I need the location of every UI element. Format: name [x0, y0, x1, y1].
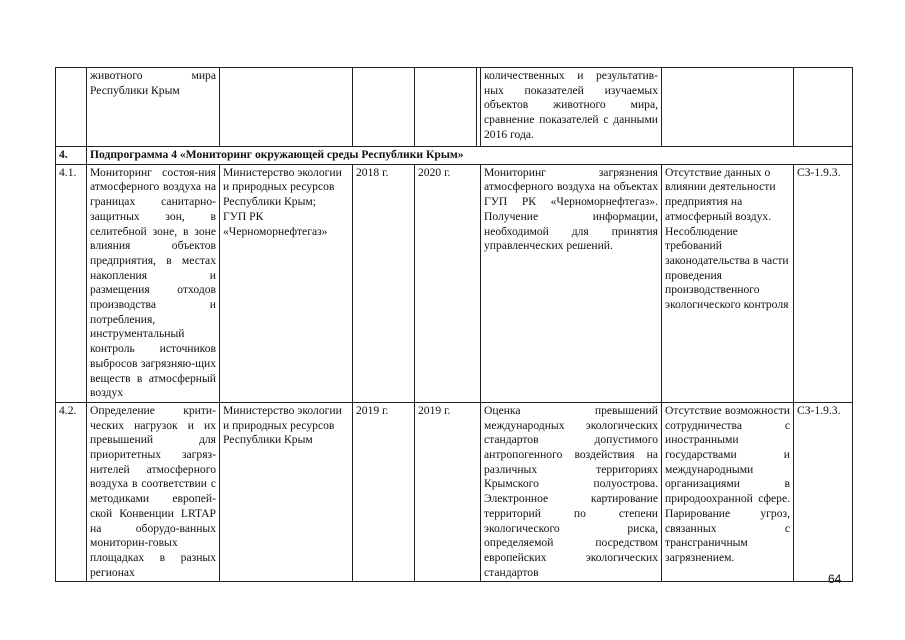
section-title: Подпрограмма 4 «Мониторинг окружающей среды Республики Крым»	[87, 147, 853, 165]
cell-executor	[220, 68, 353, 147]
row-start-year: 2019 г.	[353, 402, 415, 581]
section-number: 4.	[56, 147, 87, 165]
row-number: 4.2.	[56, 402, 87, 581]
section-header-row	[56, 147, 853, 165]
row-number: 4.1.	[56, 164, 87, 402]
row-activity: Определение крити-ческих нагрузок и их превышений для приоритетных загряз-нителей атмосферного воздуха в соответствии с методиками европей-ской Конвенции LRTAP на оборудо-ванных мониторин-говых площадках в разных регионах	[87, 402, 220, 581]
row-executor: Министерство экологии и природных ресурсов Республики Крым	[220, 402, 353, 581]
continuation-row	[56, 68, 853, 147]
cell-end	[415, 68, 477, 147]
cell-start	[353, 68, 415, 147]
row-end-year: 2019 г.	[415, 402, 481, 581]
row-code: СЗ-1.9.3.	[794, 164, 853, 402]
row-code: СЗ-1.9.3.	[794, 402, 853, 581]
row-result: Мониторинг загрязнения атмосферного воздуха на объектах ГУП РК «Черноморнефтегаз». Получение информации, необходимой для принятия управленческих решений.	[481, 164, 662, 402]
cell-number	[56, 68, 87, 147]
row-result: Оценка превышений международных экологических стандартов допустимого антропогенного воздействия на различных территориях Крымского полуострова. Электронное картирование территорий по степени экологического риска, определяемой посредством европейских экологических стандартов	[481, 402, 662, 581]
cell-consequences	[662, 68, 794, 147]
row-activity: Мониторинг состоя-ния атмосферного воздуха на границах санитарно-защитных зон, в селитебной зоне, в зоне влияния объектов предприятия, в местах накопления и размещения отходов производства и потребления, инструментальный контроль источников выбросов загрязняю-щих веществ в атмосферный воздух	[87, 164, 220, 402]
table-row	[56, 164, 853, 402]
cell-result: количественных и результатив-ных показателей изучаемых объектов животного мира, сравнение показателей с данными 2016 года.	[481, 68, 662, 147]
table-row	[56, 402, 853, 581]
row-consequences: Отсутствие данных о влиянии деятельности предприятия на атмосферный воздух. Несоблюдение требований законодательства в части проведения производственного экологического контроля	[662, 164, 794, 402]
page-number: 64	[828, 572, 842, 586]
row-consequences: Отсутствие возможности сотрудничества с иностранными государствами и международными организациями в природоохранной сфере. Парирование угроз, связанных с трансграничным загрязнением.	[662, 402, 794, 581]
cell-code	[794, 68, 853, 147]
row-executor: Министерство экологии и природных ресурсов Республики Крым; ГУП РК «Черноморнефтегаз»	[220, 164, 353, 402]
row-start-year: 2018 г.	[353, 164, 415, 402]
row-end-year: 2020 г.	[415, 164, 481, 402]
cell-activity: животного мира Республики Крым	[87, 68, 220, 147]
measures-table	[55, 67, 853, 582]
